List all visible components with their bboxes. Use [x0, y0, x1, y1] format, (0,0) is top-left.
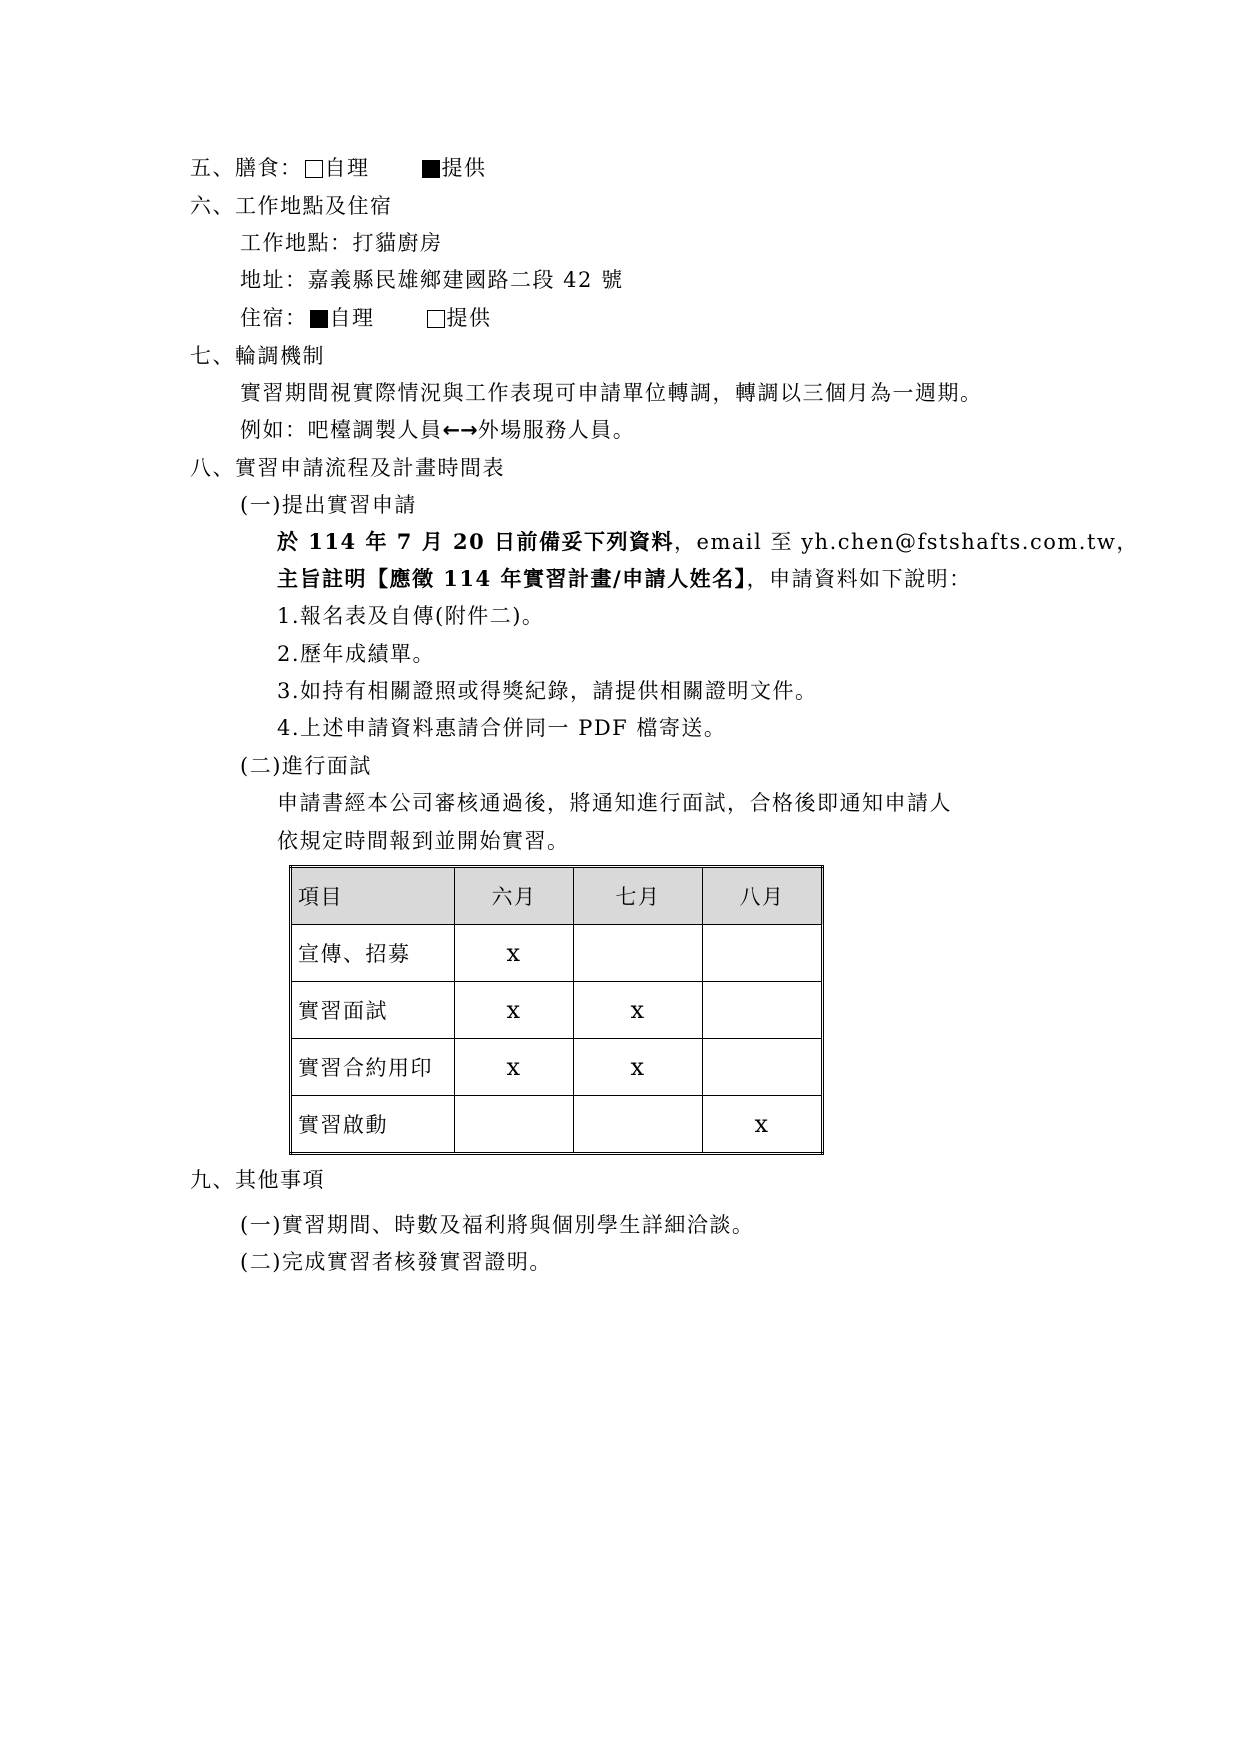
example-prefix: 例如：吧檯調製人員 [240, 418, 443, 442]
address-text: 地址：嘉義縣民雄鄉建國路二段 42 號 [240, 268, 624, 292]
section6-heading: 六、工作地點及住宿 [190, 194, 393, 218]
lodging-line [240, 303, 492, 333]
table-header-row [291, 867, 823, 925]
row-mark [703, 982, 823, 1039]
double-arrow-icon: ←→ [442, 418, 478, 442]
rotation-text: 實習期間視實際情況與工作表現可申請單位轉調，轉調以三個月為一週期。 [240, 381, 983, 405]
row-item: 實習面試 [291, 982, 455, 1039]
subject-bold: 主旨註明【應徵 114 年實習計畫/申請人姓名】 [277, 566, 747, 591]
table-row [291, 1096, 823, 1154]
sub2-title: (二)進行面試 [240, 754, 372, 778]
lodging-self-label: 自理 [329, 306, 375, 330]
header-item: 項目 [291, 867, 455, 925]
rotation-example [240, 415, 635, 445]
row-mark: x [574, 982, 703, 1039]
subject-line [277, 564, 972, 594]
row-item: 實習啟動 [291, 1096, 455, 1154]
meals-provided-label: 提供 [441, 156, 487, 180]
interview-text-line2: 依規定時間報到並開始實習。 [277, 829, 570, 853]
subject-rest: ，申請資料如下說明： [746, 567, 972, 591]
lodging-label: 住宿： [240, 306, 308, 330]
sub1-title: (一)提出實習申請 [240, 493, 417, 517]
section8-heading: 八、實習申請流程及計畫時間表 [190, 456, 505, 480]
workplace-text: 工作地點：打貓廚房 [240, 231, 443, 255]
meals-line [190, 153, 487, 183]
lodging-provided-label: 提供 [446, 306, 492, 330]
section9-heading: 九、其他事項 [190, 1168, 325, 1192]
row-mark: x [574, 1039, 703, 1096]
header-august: 八月 [703, 867, 823, 925]
deadline-bold: 於 114 年 7 月 20 日前備妥下列資料 [277, 529, 675, 554]
row-mark [574, 1096, 703, 1154]
table-row [291, 925, 823, 982]
list-item: 1.報名表及自傳(附件二)。 [277, 604, 545, 628]
lodging-self-checkbox[interactable] [310, 310, 328, 328]
list-item: 2.歷年成績單。 [277, 642, 436, 666]
row-mark [703, 925, 823, 982]
section7-heading: 七、輪調機制 [190, 344, 325, 368]
header-june: 六月 [455, 867, 574, 925]
meals-self-checkbox[interactable] [305, 160, 323, 178]
row-mark: x [703, 1096, 823, 1154]
lodging-provided-checkbox[interactable] [427, 310, 445, 328]
row-mark [574, 925, 703, 982]
row-item: 宣傳、招募 [291, 925, 455, 982]
row-item: 實習合約用印 [291, 1039, 455, 1096]
header-july: 七月 [574, 867, 703, 925]
row-mark [455, 1096, 574, 1154]
row-mark: x [455, 1039, 574, 1096]
interview-text-line1: 申請書經本公司審核通過後，將通知進行面試，合格後即通知申請人 [277, 791, 952, 815]
row-mark: x [455, 982, 574, 1039]
row-mark [703, 1039, 823, 1096]
meals-label: 五、膳食： [190, 156, 303, 180]
table-row [291, 982, 823, 1039]
example-suffix: 外場服務人員。 [477, 418, 636, 442]
deadline-email: ，email 至 yh.chen@fstshafts.com.tw， [674, 530, 1139, 554]
meals-provided-checkbox[interactable] [422, 160, 440, 178]
schedule-table [289, 865, 824, 1155]
table-row [291, 1039, 823, 1096]
meals-self-label: 自理 [324, 156, 370, 180]
other-item: (一)實習期間、時數及福利將與個別學生詳細洽談。 [240, 1213, 755, 1237]
list-item: 3.如持有相關證照或得獎紀錄，請提供相關證明文件。 [277, 679, 818, 703]
other-item: (二)完成實習者核發實習證明。 [240, 1250, 552, 1274]
list-item: 4.上述申請資料惠請合併同一 PDF 檔寄送。 [277, 716, 727, 740]
row-mark: x [455, 925, 574, 982]
deadline-line [277, 527, 1139, 557]
